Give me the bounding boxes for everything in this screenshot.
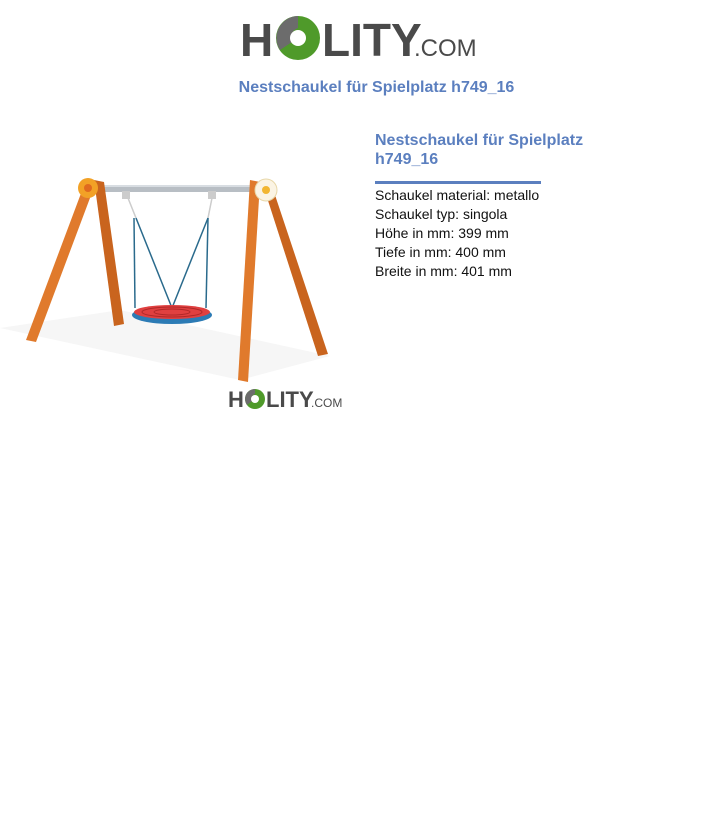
- spec-width: Breite in mm: 401 mm: [375, 263, 512, 279]
- spec-type: Schaukel typ: singola: [375, 206, 508, 222]
- spec-material: Schaukel material: metallo: [375, 187, 540, 203]
- watermark-logo: [228, 386, 344, 412]
- spec-height: Höhe in mm: 399 mm: [375, 225, 509, 241]
- product-image[interactable]: [0, 160, 360, 420]
- watermark-letter-h: H: [228, 387, 244, 412]
- watermark-letters-lity: LITY: [266, 387, 314, 412]
- nest-swing-illustration: [0, 160, 360, 420]
- spec-depth: Tiefe in mm: 400 mm: [375, 244, 506, 260]
- logo-letters-com: .COM: [414, 35, 477, 62]
- watermark-swirl-icon: [245, 389, 265, 409]
- product-title: Nestschaukel für Spielplatz h749_16: [375, 132, 584, 168]
- page-title: Nestschaukel für Spielplatz h749_16: [238, 79, 515, 96]
- logo-letters-lity: LITY: [322, 14, 422, 64]
- logo-letter-h: H: [240, 14, 274, 64]
- watermark-letters-com: .COM: [311, 396, 343, 410]
- logo-swirl-icon: [276, 16, 320, 60]
- product-details: [375, 131, 615, 281]
- flower-right-icon: [255, 179, 277, 201]
- holity-logo[interactable]: [240, 12, 482, 64]
- title-divider: [375, 181, 541, 184]
- flower-left-icon: [78, 178, 98, 198]
